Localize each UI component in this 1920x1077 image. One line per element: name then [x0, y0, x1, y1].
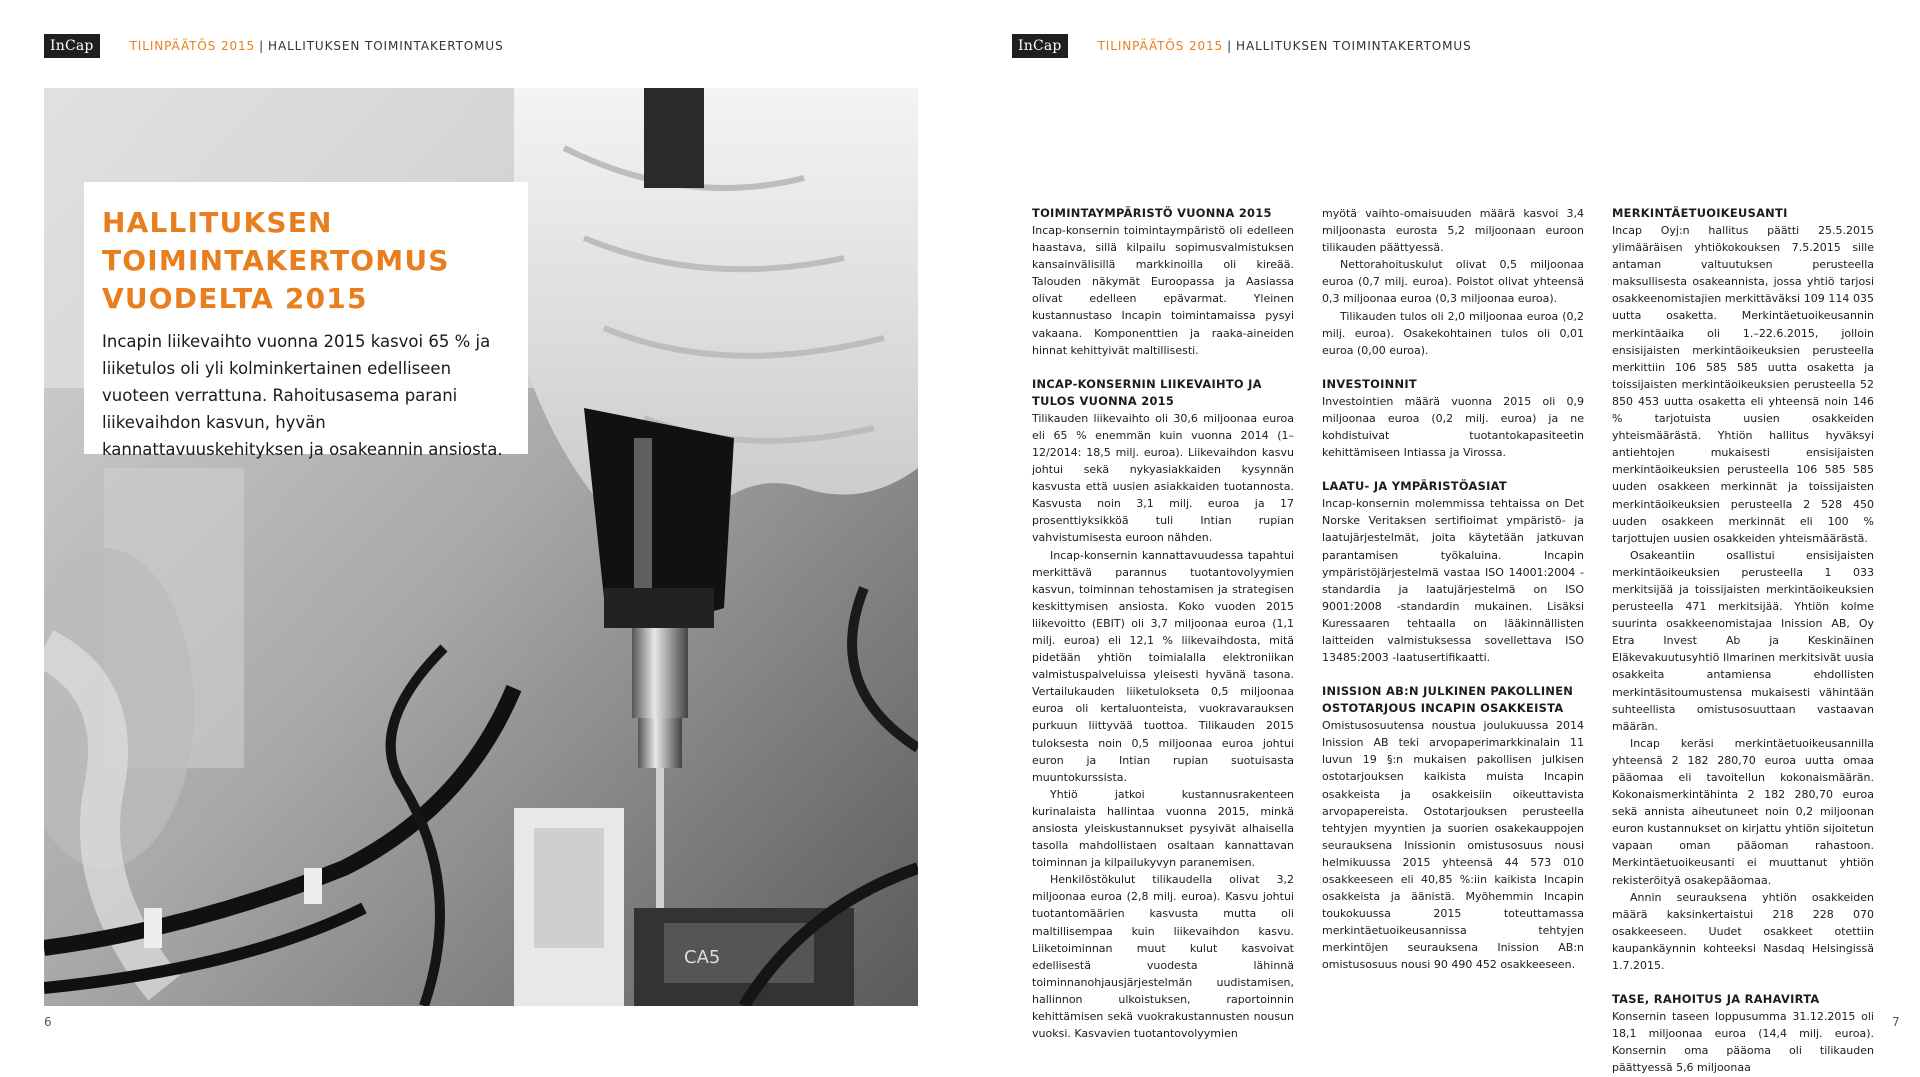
- paragraph: Incap-konsernin toimintaympäristö oli edelleen haastava, sillä kilpailu sopimusvalmistuksen kansainvälisillä markkinoilla oli kireää. Talouden näkymät Euroopassa ja Aasiassa olivat edelleen epävarmat. Yleinen kustannustaso Incapin toimintamaissa pysyi vakaana. Komponenttien ja raaka-aineiden hinnat kehittyivät maltillisesti.: [1032, 224, 1294, 357]
- paragraph: Henkilöstökulut tilikaudella olivat 3,2 miljoonaa euroa (2,8 milj. euroa). Kasvu johtui tuotantomäärien kasvusta mutta oli maltillisempaa kuin liikevaihdon kasvu. Liiketoiminnan muut kulut kasvoivat edellisestä vuodesta lähinnä toiminnanohjausjärjestelmän uudistamisen, hallinnon ulkoistuksen, raportoinnin kehittämisen sekä vuokrakustannusten nousun vuoksi. Kasvavien tuotantovolyymien: [1032, 873, 1294, 1041]
- left-page: [0, 0, 960, 1046]
- paragraph: Annin seurauksena yhtiön osakkeiden määrä kaksinkertaistui 218 228 070 osakkeeseen. Uudet osakkeet otettiin kaupankäynnin kohteeksi Nasdaq Helsingissä 1.7.2015.: [1612, 890, 1874, 973]
- paragraph: Incap Oyj:n hallitus päätti 25.5.2015 ylimääräisen yhtiökokouksen 7.5.2015 sille antaman valtuutuksen perusteella maksullisesta osakeannista, jossa yhtiö tarjosi osakkeenomistajien merkittäväksi 109 114 035 uutta osaketta. Merkintäetuoikeusannin merkintäaika oli 1.–22.6.2015, jolloin ensisijaisten merkintäoikeuksien perusteella merkittiin 106 585 585 uutta osaketta ja toissijaisten merkintäoikeuksien perusteella 52 850 453 uutta osaketta eli yhteensä noin 146 % tarjotuista uusien osakkeiden yhteismäärästä. Yhtiön hallitus hyväksyi antiehtojen mukaisesti ensisijaisten merkintäoikeuksien perusteella 106 585 585 uuden osakkeen merkinnät ja toissijaisten merkintäoikeuksien perusteella 2 528 450 uuden osakkeen merkinnät eli 100 % tarjottujen uusien osakkeiden yhteismäärästä.: [1612, 224, 1874, 545]
- header-separator: |: [259, 39, 265, 53]
- header-subsection: HALLITUKSEN TOIMINTAKERTOMUS: [1236, 39, 1472, 53]
- column-1: [1032, 205, 1294, 1042]
- paragraph: myötä vaihto-omaisuuden määrä kasvoi 3,4 miljoonasta eurosta 5,2 miljoonaan euroon tilikauden päättyessä.: [1322, 207, 1584, 255]
- heading-liikevaihto-tulos: INCAP-KONSERNIN LIIKEVAIHTO JA TULOS VUONNA 2015: [1032, 376, 1262, 408]
- paragraph: Omistusosuutensa noustua joulukuussa 2014 Inission AB teki arvopaperimarkkinalain 11 luvun 19 §:n mukaisen pakollisen julkisen ostotarjouksen kaikista muista Incapin osakkeista ja osakkeisiin oikeuttavista arvopapereista. Ostotarjouksen perusteella tehtyjen myyntien ja suorien osakekauppojen seurauksena Inissionin omistusosuus nousi helmikuussa 2015 yhteensä 44 573 010 osakkeeseen eli 40,85 %:iin kaikista Incapin osakkeista ja äänistä. Myöhemmin Incapin toukokuussa 2015 toteuttamassa merkintäetuoikeusannissa tehtyjen merkintöjen seurauksena Inission AB:n omistusosuus nousi 90 490 452 osakkeeseen.: [1322, 719, 1584, 972]
- component-marking: CA5: [684, 947, 721, 968]
- header-breadcrumb: [130, 39, 504, 53]
- heading-laatu-ymparisto: LAATU- JA YMPÄRISTÖASIAT: [1322, 479, 1507, 494]
- page-number-right: 7: [1892, 1015, 1900, 1029]
- title-line-1: HALLITUKSEN: [102, 206, 333, 239]
- header-section: TILINPÄÄTÖS 2015: [1097, 39, 1224, 53]
- column-3: [1612, 205, 1874, 1077]
- column-2: [1322, 205, 1584, 974]
- intro-text: Incapin liikevaihto vuonna 2015 kasvoi 65 % ja liiketulos oli yli kolminkertainen edelliseen vuoteen verrattuna. Rahoitusasema parani liikevaihdon kasvun, hyvän kannattavuuskehityksen ja osakeannin ansiosta.: [102, 332, 503, 459]
- paragraph: Incap keräsi merkintäetuoikeusannilla yhteensä 2 182 280,70 euroa uutta omaa pääomaa eli tavoitellun kokonaismäärän. Kokonaismerkintähinta 2 182 280,70 euroa sekä annista aiheutuneet noin 0,2 miljoonan euron kustannukset on kirjattu yhtiön sijoitetun vapaan oman pääoman rahastoon. Merkintäetuoikeusanti ei muuttanut yhtiön rekisteröityä osakepääomaa.: [1612, 736, 1874, 887]
- heading-tase-rahoitus: TASE, RAHOITUS JA RAHAVIRTA: [1612, 992, 1820, 1007]
- page-number-left: 6: [44, 1015, 52, 1029]
- heading-merkintaetuoikeusanti: MERKINTÄETUOIKEUSANTI: [1612, 206, 1788, 220]
- title-line-3: VUODELTA 2015: [102, 282, 368, 315]
- header-separator: |: [1227, 39, 1233, 53]
- page-title: [102, 204, 510, 318]
- left-header: [44, 34, 504, 58]
- intro-box: [84, 182, 528, 459]
- heading-investoinnit: INVESTOINNIT: [1322, 376, 1417, 391]
- paragraph: Yhtiö jatkoi kustannusrakenteen kurinalaista hallintaa vuonna 2015, minkä ansiosta yleiskustannukset pysyivät alhaisella tasolla mahdollistaen osaltaan kannattavan toiminnan ja kilpailukyvyn paranemisen.: [1032, 787, 1294, 870]
- incap-logo: InCap: [44, 34, 100, 58]
- paragraph: Investointien määrä vuonna 2015 oli 0,9 miljoonaa euroa (0,2 milj. euroa) ja ne kohdistuivat tuotantokapasiteetin kehittämiseen Intiassa ja Virossa.: [1322, 394, 1584, 460]
- paragraph: Incap-konsernin molemmissa tehtaissa on Det Norske Veritaksen sertifioimat ympäristö- ja laatujärjestelmät, joita käytetään jatkuvan parantamisen työkaluina. Incapin ympäristöjärjestelmä vastaa ISO 14001:2004 -standardia ja laatujärjestelmä on ISO 9001:2008 -standardin mukainen. Lisäksi Kuressaaren tehtaalla on lääkinnällisten laitteiden valmistuksessa sovellettava ISO 13485:2003 -laatusertifikaatti.: [1322, 497, 1584, 665]
- paragraph: Nettorahoituskulut olivat 0,5 miljoonaa euroa (0,7 milj. euroa). Poistot olivat yhteensä 0,3 miljoonaa euroa (0,3 miljoonaa euroa).: [1322, 258, 1584, 306]
- heading-ostotarjous: INISSION AB:N JULKINEN PAKOLLINEN OSTOTARJOUS INCAPIN OSAKKEISTA: [1322, 684, 1574, 716]
- header-subsection: HALLITUKSEN TOIMINTAKERTOMUS: [268, 39, 504, 53]
- paragraph: Osakeantiin osallistui ensisijaisten merkintäoikeuksien perusteella 1 033 merkitsijää ja toissijaisten merkintäoikeuksien perusteella 471 merkitsijää. Yhtiön kolme suurinta osakkeenomistajaa Inission AB, Oy Etra Invest Ab ja Keskinäinen Eläkevakuutusyhtiö Ilmarinen merkitsivät uusia osakkeita antamiensa ehdollisten merkintäsitoumustensa mukaisesti vähintään suhteellista omistusosuuttaan vastaavan määrän.: [1612, 548, 1874, 733]
- right-header: [1012, 34, 1472, 58]
- text-columns: [1032, 205, 1913, 1075]
- title-line-2: TOIMINTAKERTOMUS: [102, 244, 450, 277]
- paragraph: Tilikauden liikevaihto oli 30,6 miljoonaa euroa eli 65 % enemmän kuin vuonna 2014 (1–12/2014: 18,5 milj. euroa). Liikevaihdon kasvu johtui sekä nykyasiakkaiden kysynnän kasvusta että uusien asiakkaiden tuotannosta. Kasvusta noin 3,1 milj. euroa ja 17 prosenttiyksikköä tuli Intian rupian vahvistumisesta euroon nähden.: [1032, 411, 1294, 545]
- paragraph: Incap-konsernin kannattavuudessa tapahtui merkittävä parannus tuotantovolyymien kasvun, toiminnan tehostamisen ja strategisen keskittymisen ansiosta. Koko vuoden 2015 liikevoitto (EBIT) oli 3,7 miljoonaa euroa (1,1 milj. euroa) eli 12,1 % liikevaihdosta, mitä pidetään yhtiön toimialalla elektroniikan valmistuspalveluissa yleisesti hyvänä tasona. Vertailukauden liiketulokseta 0,5 miljoonaa euroa oli kertaluonteista, vuokravarauksen purkuun liittyvää tuottoa. Tilikauden 2015 tuloksesta noin 0,5 miljoonaa euroa johtui euron ja Intian rupian suotuisasta muuntokurssista.: [1032, 548, 1294, 784]
- header-breadcrumb: [1098, 39, 1472, 53]
- paragraph: Konsernin taseen loppusumma 31.12.2015 oli 18,1 miljoonaa euroa (14,4 milj. euroa). Konsernin oma pääoma oli tilikauden päättyessä 5,6 miljoonaa: [1612, 1010, 1874, 1075]
- incap-logo: InCap: [1012, 34, 1068, 58]
- paragraph: Tilikauden tulos oli 2,0 miljoonaa euroa (0,2 milj. euroa). Osakekohtainen tulos oli 0,01 euroa (0,00 euroa).: [1322, 309, 1584, 357]
- header-section: TILINPÄÄTÖS 2015: [129, 39, 256, 53]
- heading-toimintaymparisto: TOIMINTAYMPÄRISTÖ VUONNA 2015: [1032, 206, 1272, 220]
